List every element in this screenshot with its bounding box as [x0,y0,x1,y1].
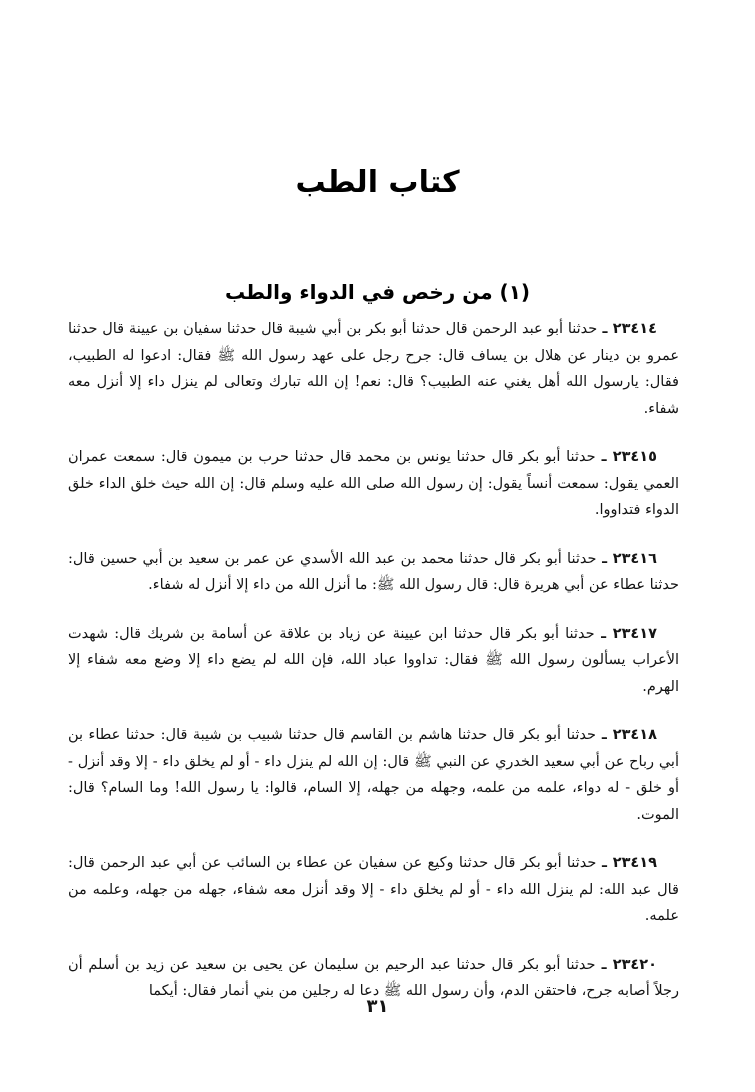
page-number: ٣١ [366,996,389,1017]
hadith-entry: ٢٣٤١٩ ـ حدثنا أبو بكر قال حدثنا وكيع عن سفيان عن عطاء بن السائب عن أبي عبد الرحمن قال: قال عبد الله: لم ينزل الله داء - أو لم يخلق داء - إلا وقد أنزل معه شفاء، جهله من جهله، وعلمه من علمه. [68,855,679,924]
hadith-entry: ٢٣٤١٤ ـ حدثنا أبو عبد الرحمن قال حدثنا أبو بكر بن أبي شيبة قال حدثنا سفيان بن عيينة قال حدثنا عمرو بن دينار عن هلال بن يساف قال: جرح رجل على عهد رسول الله ﷺ فقال: ادعوا له الطبيب، فقال: يارسول الله أهل يغني عنه الطبيب؟ قال: نعم! إن الله تبارك وتعالى لم ينزل داء إلا أنزل معه شفاء. [68,321,679,417]
hadith-list [68,316,679,1027]
book-title: كتاب الطب [295,165,460,200]
hadith-text: حدثنا أبو بكر قال حدثنا هاشم بن القاسم قال حدثنا شبيب بن شيبة قال: حدثنا عطاء بن أبي رباح عن أبي سعيد الخدري عن النبي ﷺ قال: إن الله لم ينزل داء - أو لم يخلق داء - إلا وقد أنزل - أو خلق - له دواء، علمه من علمه، وجهله من جهله، إلا السام، قالوا: يا رسول الله! وما السام؟ قال: الموت. [68,727,679,823]
hadith-entry: ٢٣٤١٧ ـ حدثنا أبو بكر قال حدثنا ابن عيينة عن زياد بن علاقة عن أسامة بن شريك قال: شهدت الأعراب يسألون رسول الله ﷺ فقال: تداووا عباد الله، فإن الله لم يضع داء إلا وضع معه شفاء إلا الهرم. [68,625,679,695]
hadith-number: ٢٣٤١٤ [612,321,657,337]
hadith-entry: ٢٣٤١٥ ـ حدثنا أبو بكر قال حدثنا يونس بن محمد قال حدثنا حرب بن ميمون قال: سمعت عمران العمي يقول: سمعت أنساً يقول: إن رسول الله صلى الله عليه وسلم قال: إن الله حيث خلق الداء خلق الدواء فتداووا. [68,449,679,518]
hadith-text: حدثنا أبو بكر قال حدثنا عبد الرحيم بن سليمان عن يحيى بن سعيد عن زيد بن أسلم أن رجلاً أصابه جرح، فاحتقن الدم، وأن رسول الله ﷺ دعا له رجلين من بني أنمار فقال: أيكما [68,956,679,999]
hadith-number: ٢٣٤١٦ [612,550,657,567]
hadith-entry: ٢٣٤٢٠ ـ حدثنا أبو بكر قال حدثنا عبد الرحيم بن سليمان عن يحيى بن سعيد عن زيد بن أسلم أن رجلاً أصابه جرح، فاحتقن الدم، وأن رسول الله ﷺ دعا له رجلين من بني أنمار فقال: أيكما [68,956,679,999]
hadith-text: حدثنا أبو بكر قال حدثنا يونس بن محمد قال حدثنا حرب بن ميمون قال: سمعت عمران العمي يقول: سمعت أنساً يقول: إن رسول الله صلى الله عليه وسلم قال: إن الله حيث خلق الداء خلق الدواء فتداووا. [68,449,679,518]
hadith-number: ٢٣٤١٨ [612,727,657,743]
hadith-entry: ٢٣٤١٦ ـ حدثنا أبو بكر قال حدثنا محمد بن عبد الله الأسدي عن عمر بن سعيد بن أبي حسين قال: حدثنا عطاء عن أبي هريرة قال: قال رسول الله ﷺ: ما أنزل الله من داء إلا أنزل له شفاء. [68,550,679,593]
hadith-text: حدثنا أبو بكر قال حدثنا ابن عيينة عن زياد بن علاقة عن أسامة بن شريك قال: شهدت الأعراب يسألون رسول الله ﷺ فقال: تداووا عباد الله، فإن الله لم يضع داء إلا وضع معه شفاء إلا الهرم. [68,625,679,695]
chapter-heading: (١) من رخص في الدواء والطب [224,280,531,304]
hadith-entry: ٢٣٤١٨ ـ حدثنا أبو بكر قال حدثنا هاشم بن القاسم قال حدثنا شبيب بن شيبة قال: حدثنا عطاء بن أبي رباح عن أبي سعيد الخدري عن النبي ﷺ قال: إن الله لم ينزل داء - أو لم يخلق داء - إلا وقد أنزل - أو خلق - له دواء، علمه من علمه، وجهله من جهله، إلا السام، قالوا: يا رسول الله! وما السام؟ قال: الموت. [68,727,679,823]
hadith-number: ٢٣٤٢٠ [612,956,657,973]
hadith-number: ٢٣٤١٥ [612,449,657,465]
hadith-number: ٢٣٤١٩ [612,855,657,871]
hadith-text: حدثنا أبو بكر قال حدثنا محمد بن عبد الله الأسدي عن عمر بن سعيد بن أبي حسين قال: حدثنا عطاء عن أبي هريرة قال: قال رسول الله ﷺ: ما أنزل الله من داء إلا أنزل له شفاء. [68,550,679,593]
hadith-text: حدثنا أبو بكر قال حدثنا وكيع عن سفيان عن عطاء بن السائب عن أبي عبد الرحمن قال: قال عبد الله: لم ينزل الله داء - أو لم يخلق داء - إلا وقد أنزل معه شفاء، جهله من جهله، وعلمه من علمه. [68,855,679,924]
hadith-text: حدثنا أبو عبد الرحمن قال حدثنا أبو بكر بن أبي شيبة قال حدثنا سفيان بن عيينة قال حدثنا عمرو بن دينار عن هلال بن يساف قال: جرح رجل على عهد رسول الله ﷺ فقال: ادعوا له الطبيب، فقال: يارسول الله أهل يغني عنه الطبيب؟ قال: نعم! إن الله تبارك وتعالى لم ينزل داء إلا أنزل معه شفاء. [68,321,679,417]
hadith-number: ٢٣٤١٧ [612,625,657,642]
